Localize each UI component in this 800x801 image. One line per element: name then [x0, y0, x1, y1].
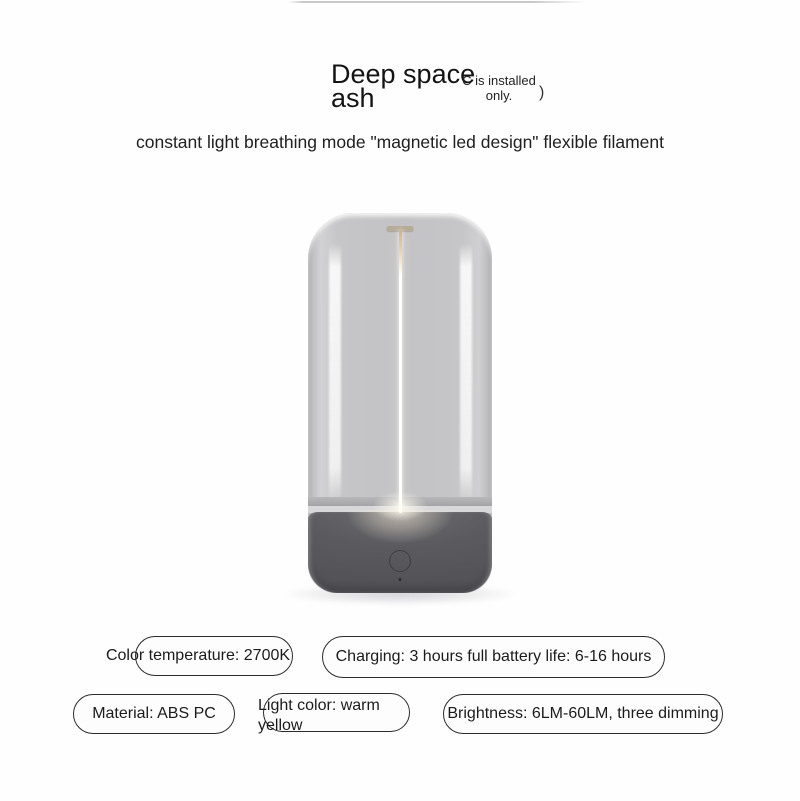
feature-pill-color-temperature	[105, 636, 293, 676]
product-title: Deep space ash	[331, 59, 476, 113]
title-note: C is installed only.	[462, 73, 536, 103]
glass-highlight-right	[460, 243, 472, 505]
top-crop-line	[288, 1, 586, 3]
led-filament	[399, 230, 402, 513]
feature-label: Material: ABS PC	[92, 705, 216, 722]
feature-pill-brightness	[443, 694, 723, 734]
feature-label: Brightness: 6LM-60LM, three dimming	[447, 705, 719, 722]
lamp-image	[308, 213, 492, 593]
glass-highlight-left	[329, 243, 341, 505]
product-subtitle: constant light breathing mode "magnetic led design" flexible filament	[135, 132, 664, 152]
feature-label: Light color: warm yellow	[258, 697, 380, 734]
indicator-dot	[399, 578, 402, 581]
feature-pill-material	[73, 694, 235, 734]
filament-bottom-glow	[372, 491, 428, 521]
feature-label: Color temperature: 2700K	[105, 647, 291, 664]
stray-parenthesis: )	[539, 84, 545, 101]
lamp-base	[308, 512, 492, 593]
feature-pill-charging	[322, 636, 665, 678]
lamp-glass	[308, 213, 492, 593]
feature-label: Charging: 3 hours full battery life: 6-16 hours	[335, 648, 652, 665]
power-button-engraving	[389, 550, 411, 572]
feature-pill-light-color	[258, 693, 410, 734]
